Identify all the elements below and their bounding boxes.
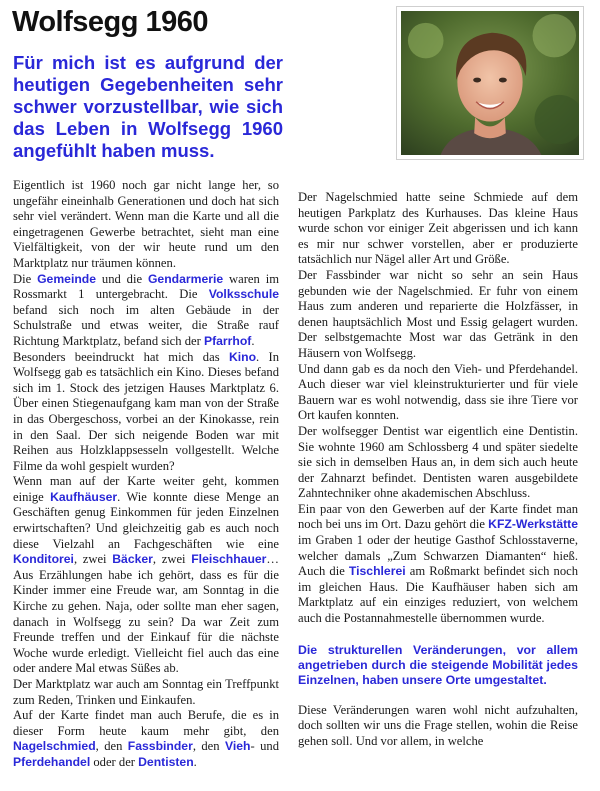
portrait-image <box>401 11 579 155</box>
keyword: Kino <box>228 349 257 364</box>
keyword: Vieh <box>224 739 251 754</box>
keyword: Nagelschmied <box>13 739 96 754</box>
keyword: Fleischhauer <box>191 552 267 567</box>
keyword: Konditorei <box>13 552 74 567</box>
paragraph: Besonders beeindruckt hat mich das Kino. In Wolfsegg gab es tatsächlich ein Kino. Dieses befand sich im 1. Stock des jetzigen Hauses Marktplatz 6. Über einen Stiegenaufgang kam man von der Straße in das Obergeschoss, vorbei an der Kinokasse, rein in den Saal. Der sich neigende Boden war mit Reihen aus Holzklappsesseln vollgestellt. Welche Filme da wohl gespielt wurden? <box>13 349 279 473</box>
pull-quote: Die strukturellen Veränderungen, vor allem angetrieben durch die steigende Mobilität jedes Einzelnen, haben unsere Orte umgestaltet. <box>298 642 578 688</box>
keyword: Tischlerei <box>348 564 406 579</box>
keyword: Dentisten <box>138 754 194 769</box>
keyword: Fassbinder <box>127 739 193 754</box>
paragraph: Eigentlich ist 1960 noch gar nicht lange her, so ungefähr eineinhalb Generationen und doch hat sich sehr viel verändert. Wenn man die Karte und all die eingetragenen Gewerbe betrachtet, sieht man eine Vielfältigkeit, von der wir heute rund um den Marktplatz nur träumen können. <box>13 178 279 270</box>
right-column <box>298 190 578 750</box>
keyword: Bäcker <box>112 552 153 567</box>
paragraph: Diese Veränderungen waren wohl nicht aufzuhalten, doch sollten wir uns die Frage stellen, wohin die Reise gehen soll. Und vor allem, in welche <box>298 702 578 749</box>
paragraph: Der Marktplatz war auch am Sonntag ein Treffpunkt zum Reden, Trinken und Einkaufen. <box>13 677 279 707</box>
lead-paragraph: Für mich ist es aufgrund der heutigen Gegebenheiten sehr schwer vorzustellbar, wie sich das Leben in Wolfsegg 1960 angefühlt haben muss. <box>13 52 283 161</box>
keyword: Gendarmerie <box>147 271 224 286</box>
keyword: Kaufhäuser <box>50 489 118 504</box>
keyword: KFZ-Werkstätte <box>488 517 578 532</box>
keyword: Pfarrhof <box>203 333 252 348</box>
paragraph: Ein paar von den Gewerben auf der Karte findet man noch bei uns im Ort. Dazu gehört die KFZ-Werkstätte im Graben 1 oder der heutige Gasthof Schlosstaverne, welcher damals „Zum Schwarzen Diamanten“ hieß. Auch die Tischlerei am Roßmarkt befindet sich noch im gleichen Haus. Die Kaufhäuser haben sich am Marktplatz auf ein einziges reduziert, von welchem auch die Postannahmestelle übernommen wurde. <box>298 501 579 626</box>
paragraph: Der Nagelschmied hatte seine Schmiede auf dem heutigen Parkplatz des Kurhauses. Das kleine Haus wurde schon vor einiger Zeit abgerissen und ich kann es mir nur schwer vorstellen, aber er produzierte tatsächlich nur Nägel aller Art und Größe. <box>298 190 578 267</box>
paragraph: Und dann gab es da noch den Vieh- und Pferdehandel. Auch dieser war viel kleinstrukturierter und für viele Bauern war es wohl notwendig, dass sie ihre Tiere vor Ort kaufen konnten. <box>298 361 578 423</box>
author-photo <box>396 6 584 160</box>
paragraph: Auf der Karte findet man auch Berufe, die es in dieser Form heute kaum mehr gibt, den Nagelschmied, den Fassbinder, den Vieh- und Pferdehandel oder der Dentisten. <box>13 708 280 769</box>
keyword: Pferdehandel <box>13 754 91 769</box>
paragraph: Der Fassbinder war nicht so sehr an sein Haus gebunden wie der Nagelschmied. Er fuhr von einem Haus zum anderen und reparierte die Holzfässer, in denen hauptsächlich Most und Essig gelagert wurden. Der selbstgemachte Most war das Getränk in den Häusern von Wolfsegg. <box>298 267 578 360</box>
keyword: Volksschule <box>208 287 279 302</box>
paragraph: Der wolfsegger Dentist war eigentlich eine Dentistin. Sie wohnte 1960 am Schlossberg 4 und später siedelte sie sich in demselben Haus an, in dem sich auch heute der Zahnarzt befindet. Dentisten waren ausgebildete Zahntechniker ohne akademischen Abschluss. <box>298 423 578 501</box>
keyword: Gemeinde <box>37 271 97 286</box>
article-title: Wolfsegg 1960 <box>12 6 209 38</box>
paragraph: Wenn man auf der Karte weiter geht, kommen einige Kaufhäuser. Wie konnte diese Menge an Geschäften genug Einkommen für jeden Einzelnen erwirtschaften? Und gleichzeitig gab es auch noch diese Vielzahl an Fachgeschäften wie eine Konditorei, zwei Bäcker, zwei Fleischhauer… Aus Erzählungen habe ich gehört, dass es für die Kinder immer eine Freude war, am Sonntag in die Kirche zu gehen. Naja, oder sollte man eher sagen, danach in Wolfsegg zu sein? Da war Zeit zum Freunde treffen und der Einkauf für die nächste Woche wurde erledigt. Vielleicht fiel auch das eine oder andere Mal etwas Süßes ab. <box>13 474 280 676</box>
paragraph: Die Gemeinde und die Gendarmerie waren im Rossmarkt 1 untergebracht. Die Volksschule befand sich noch im alten Gebäude in der Schulstraße und etwas weiter, die Straße rauf Richtung Marktplatz, befand sich der Pfarrhof. <box>13 271 279 348</box>
left-column <box>13 178 279 771</box>
